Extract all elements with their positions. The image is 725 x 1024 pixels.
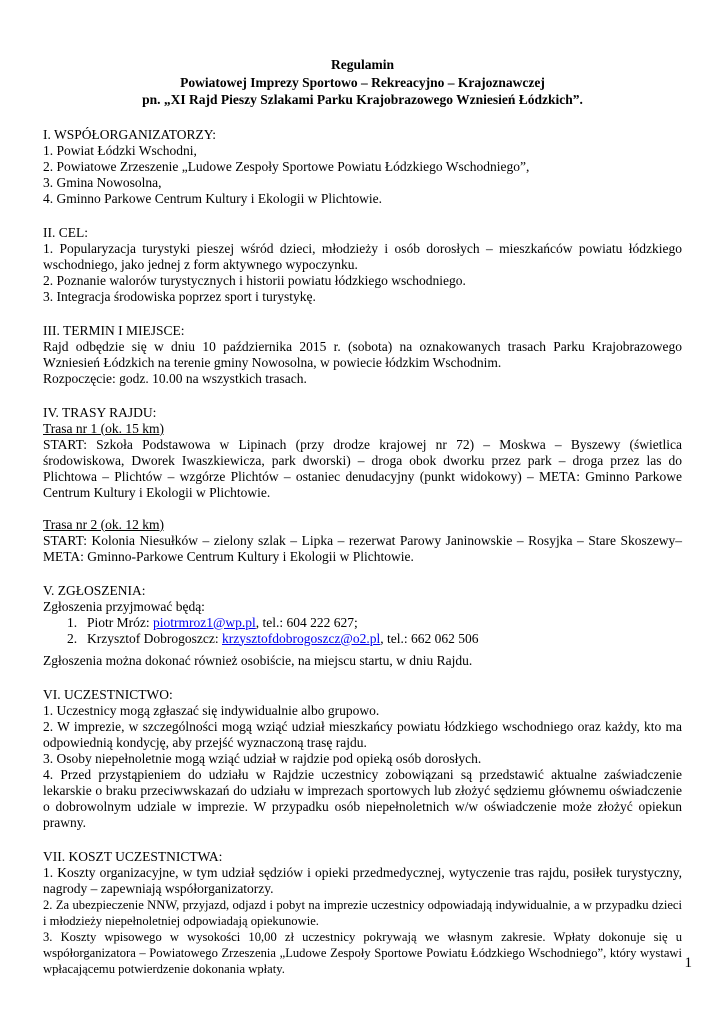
list-item: 1. Powiat Łódzki Wschodni, — [43, 142, 197, 158]
registration-note: Zgłoszenia można dokonać również osobiście, na miejscu startu, w dniu Rajdu. — [43, 652, 473, 668]
contact-number: 2. — [67, 630, 78, 646]
title-regulamin: Regulamin — [330, 57, 394, 72]
section-heading: V. ZGŁOSZENIA: — [43, 582, 146, 598]
route-2 — [43, 517, 682, 565]
list-item: 1. Koszty organizacyjne, w tym udział sędziów i opieki przedmedycznej, wytyczenie tras rajdu, posiłek turystyczny, nagrody – zapewniają współorganizatorzy. — [43, 864, 682, 896]
section-heading: VII. KOSZT UCZESTNICTWA: — [43, 848, 223, 864]
list-item: 2. W imprezie, w szczególności mogą wziąć udział mieszkańcy powiatu łódzkiego wschodniego oraz każdy, kto ma odpowiednią kondycję, aby przejść wyznaczoną trasę rajdu. — [43, 718, 682, 750]
section-heading: I. WSPÓŁORGANIZATORZY: — [43, 126, 217, 142]
contact-item — [43, 615, 682, 631]
route-2-title: Trasa nr 2 (ok. 12 km) — [43, 516, 164, 532]
title-event-name: pn. „XI Rajd Pieszy Szlakami Parku Krajobrazowego Wzniesień Łódzkich”. — [142, 92, 583, 107]
registration-intro: Zgłoszenia przyjmować będą: — [43, 598, 205, 614]
list-item: 1. Uczestnicy mogą zgłaszać się indywidualnie albo grupowo. — [43, 702, 380, 718]
contact-phone: , tel.: 662 062 506 — [380, 630, 479, 646]
section-heading: III. TERMIN I MIEJSCE: — [43, 322, 185, 338]
paragraph: Rajd odbędzie się w dniu 10 października 2015 r. (sobota) na oznakowanych trasach Parku Krajobrazowego Wzniesień Łódzkich na terenie gminy Nowosolna, w powiecie łódzkim Wschodnim. — [43, 338, 682, 370]
contact-item — [43, 631, 682, 647]
list-item: 3. Gmina Nowosolna, — [43, 174, 162, 190]
page-number: 1 — [684, 955, 692, 971]
contact-name: Krzysztof Dobrogoszcz: — [87, 630, 222, 646]
list-item: 2. Powiatowe Zrzeszenie „Ludowe Zespoły Sportowe Powiatu Łódzkiego Wschodniego”, — [43, 158, 530, 174]
list-item: 3. Integracja środowiska poprzez sport i turystykę. — [43, 288, 316, 304]
section-heading: IV. TRASY RAJDU: — [43, 404, 157, 420]
document-header — [43, 56, 682, 109]
section-routes — [43, 405, 682, 501]
section-heading: II. CEL: — [43, 224, 88, 240]
list-item: 4. Przed przystąpieniem do udziału w Rajdzie uczestnicy zobowiązani są przedstawić aktualne zaświadczenie lekarskie o braku przeciwwskazań do udziału w imprezach sportowych lub złożyć sędziemu głównemu oświadczenie o dobrowolnym udziale w imprezie. W przypadku osób niepełnoletnich w/w oświadczenie może złożyć opiekun prawny. — [43, 766, 682, 830]
list-item: 4. Gminno Parkowe Centrum Kultury i Ekologii w Plichtowie. — [43, 190, 382, 206]
section-heading: VI. UCZESTNICTWO: — [43, 686, 173, 702]
route-1-description: START: Szkoła Podstawowa w Lipinach (przy drodze krajowej nr 72) – Moskwa – Byszewy (świetlica środowiskowa, Dworek Iwaszkiewicza, park dworski) – droga obok dworku przez park – droga przez las do Plichtowa – Plichtów – wzgórze Plichtów – ostaniec denudacyjny (punkt widokowy) – META: Gminno Parkowe Centrum Kultury i Ekologii w Plichtowie. — [43, 436, 682, 500]
contact-number: 1. — [67, 614, 78, 630]
list-item: 2. Poznanie walorów turystycznych i historii powiatu łódzkiego wschodniego. — [43, 272, 466, 288]
route-1-title: Trasa nr 1 (ok. 15 km) — [43, 420, 164, 436]
section-registration — [43, 583, 682, 669]
contact-list — [43, 615, 682, 647]
section-goal — [43, 225, 682, 305]
list-item: 1. Popularyzacja turystyki pieszej wśród dzieci, młodzieży i osób dorosłych – mieszkańców powiatu łódzkiego wschodniego, jako jednej z form aktywnego wypoczynku. — [43, 240, 682, 272]
contact-phone: , tel.: 604 222 627; — [255, 614, 358, 630]
email-link[interactable]: piotrmroz1@wp.pl — [153, 614, 256, 630]
section-date-place — [43, 323, 682, 387]
section-participation — [43, 687, 682, 831]
section-co-organizers — [43, 127, 682, 207]
title-event-type: Powiatowej Imprezy Sportowo – Rekreacyjno – Krajoznawczej — [180, 74, 545, 90]
route-2-description: START: Kolonia Niesułków – zielony szlak – Lipka – rezerwat Parowy Janinowskie – Rosyjka – Stare Skoszewy– META: Gminno-Parkowe Centrum Kultury i Ekologii w Plichtowie. — [43, 532, 682, 564]
section-cost — [43, 849, 682, 977]
list-item: 3. Koszty wpisowego w wysokości 10,00 zł uczestnicy pokrywają we własnym zakresie. Wpłaty dokonuje się u współorganizatora – Powiatowego Zrzeszenia „Ludowe Zespoły Sportowe Powiatu Łódzkiego Wschodniego”, który wystawi wpłacającemu potwierdzenie dokonania wpłaty. — [43, 929, 682, 976]
list-item: 2. Za ubezpieczenie NNW, przyjazd, odjazd i pobyt na imprezie uczestnicy odpowiadają indywidualnie, a w przypadku dzieci i młodzieży niepełnoletniej odpowiadają opiekunowie. — [43, 897, 682, 928]
email-link[interactable]: krzysztofdobrogoszcz@o2.pl — [221, 630, 381, 646]
paragraph: Rozpoczęcie: godz. 10.00 na wszystkich trasach. — [43, 370, 307, 386]
contact-name: Piotr Mróz: — [87, 614, 153, 630]
list-item: 3. Osoby niepełnoletnie mogą wziąć udział w rajdzie pod opieką osób dorosłych. — [43, 750, 482, 766]
